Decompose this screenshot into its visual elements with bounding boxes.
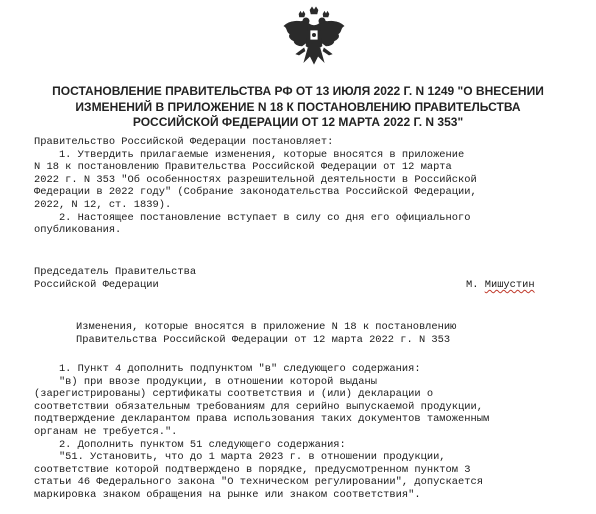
signature-initial: М.: [466, 279, 485, 291]
decree-body: [34, 136, 477, 237]
body-line: опубликования.: [34, 224, 122, 237]
changes-line: (зарегистрированы) сертификаты соответствия и (или) декларации о: [34, 388, 434, 401]
changes-line: 2. Дополнить пунктом 51 следующего содержания:: [34, 438, 346, 451]
title-line: ИЗМЕНЕНИЙ В ПРИЛОЖЕНИЕ N 18 К ПОСТАНОВЛЕНИЮ ПРАВИТЕЛЬСТВА: [75, 99, 521, 114]
changes-line: подтверждение декларантом права использования таких документов таможенным: [34, 413, 490, 426]
document-title: [30, 84, 566, 131]
changes-line: "в) при ввозе продукции, в отношении которой выданы: [34, 375, 377, 388]
body-line: 2022, N 12, ст. 1839).: [34, 198, 172, 211]
body-line: 1. Утвердить прилагаемые изменения, которые вносятся в приложение: [34, 148, 465, 161]
changes-title-line: Изменения, которые вносятся в приложение N 18 к постановлению: [76, 321, 457, 333]
body-line: Правительство Российской Федерации постановляет:: [34, 136, 334, 148]
body-line: N 18 к постановлению Правительства Российской Федерации от 12 марта: [34, 161, 452, 174]
changes-line: соответствие которой подтверждено в порядке, предусмотренном пунктом 3: [34, 463, 471, 476]
changes-title-line: Правительства Российской Федерации от 12 марта 2022 г. N 353: [76, 333, 451, 346]
changes-line: маркировка знаком обращения на рынке или знаком соответствия".: [34, 488, 421, 501]
body-line: 2. Настоящее постановление вступает в силу со дня его официального: [34, 211, 471, 224]
changes-line: "51. Установить, что до 1 марта 2023 г. в отношении продукции,: [34, 451, 446, 464]
body-line: 2022 г. N 353 "Об особенностях разрешительной деятельности в Российской: [34, 173, 477, 186]
changes-line: 1. Пункт 4 дополнить подпунктом "в" следующего содержания:: [34, 363, 421, 375]
changes-body: [34, 363, 489, 502]
changes-line: соответствии обязательным требованиям для серийно выпускаемой продукции,: [34, 400, 483, 413]
chairman-title-line: Председатель Правительства: [34, 266, 197, 278]
signature: [466, 279, 535, 292]
title-line: ПОСТАНОВЛЕНИЕ ПРАВИТЕЛЬСТВА РФ ОТ 13 ИЮЛЯ 2022 Г. N 1249 "О ВНЕСЕНИИ: [52, 84, 544, 98]
changes-title: [76, 321, 456, 346]
body-line: Федерации в 2022 году" (Собрание законодательства Российской Федерации,: [34, 186, 477, 199]
changes-line: статьи 46 Федерального закона "О техническом регулировании", допускается: [34, 476, 483, 489]
chairman-title-line: Российской Федерации: [34, 278, 159, 291]
signature-name: Мишустин: [484, 279, 535, 291]
title-line: РОССИЙСКОЙ ФЕДЕРАЦИИ ОТ 12 МАРТА 2022 Г. N 353": [132, 115, 464, 129]
coat-of-arms-emblem: [282, 6, 346, 70]
changes-line: органам не требуется.".: [34, 425, 178, 438]
chairman-block: [34, 266, 196, 291]
